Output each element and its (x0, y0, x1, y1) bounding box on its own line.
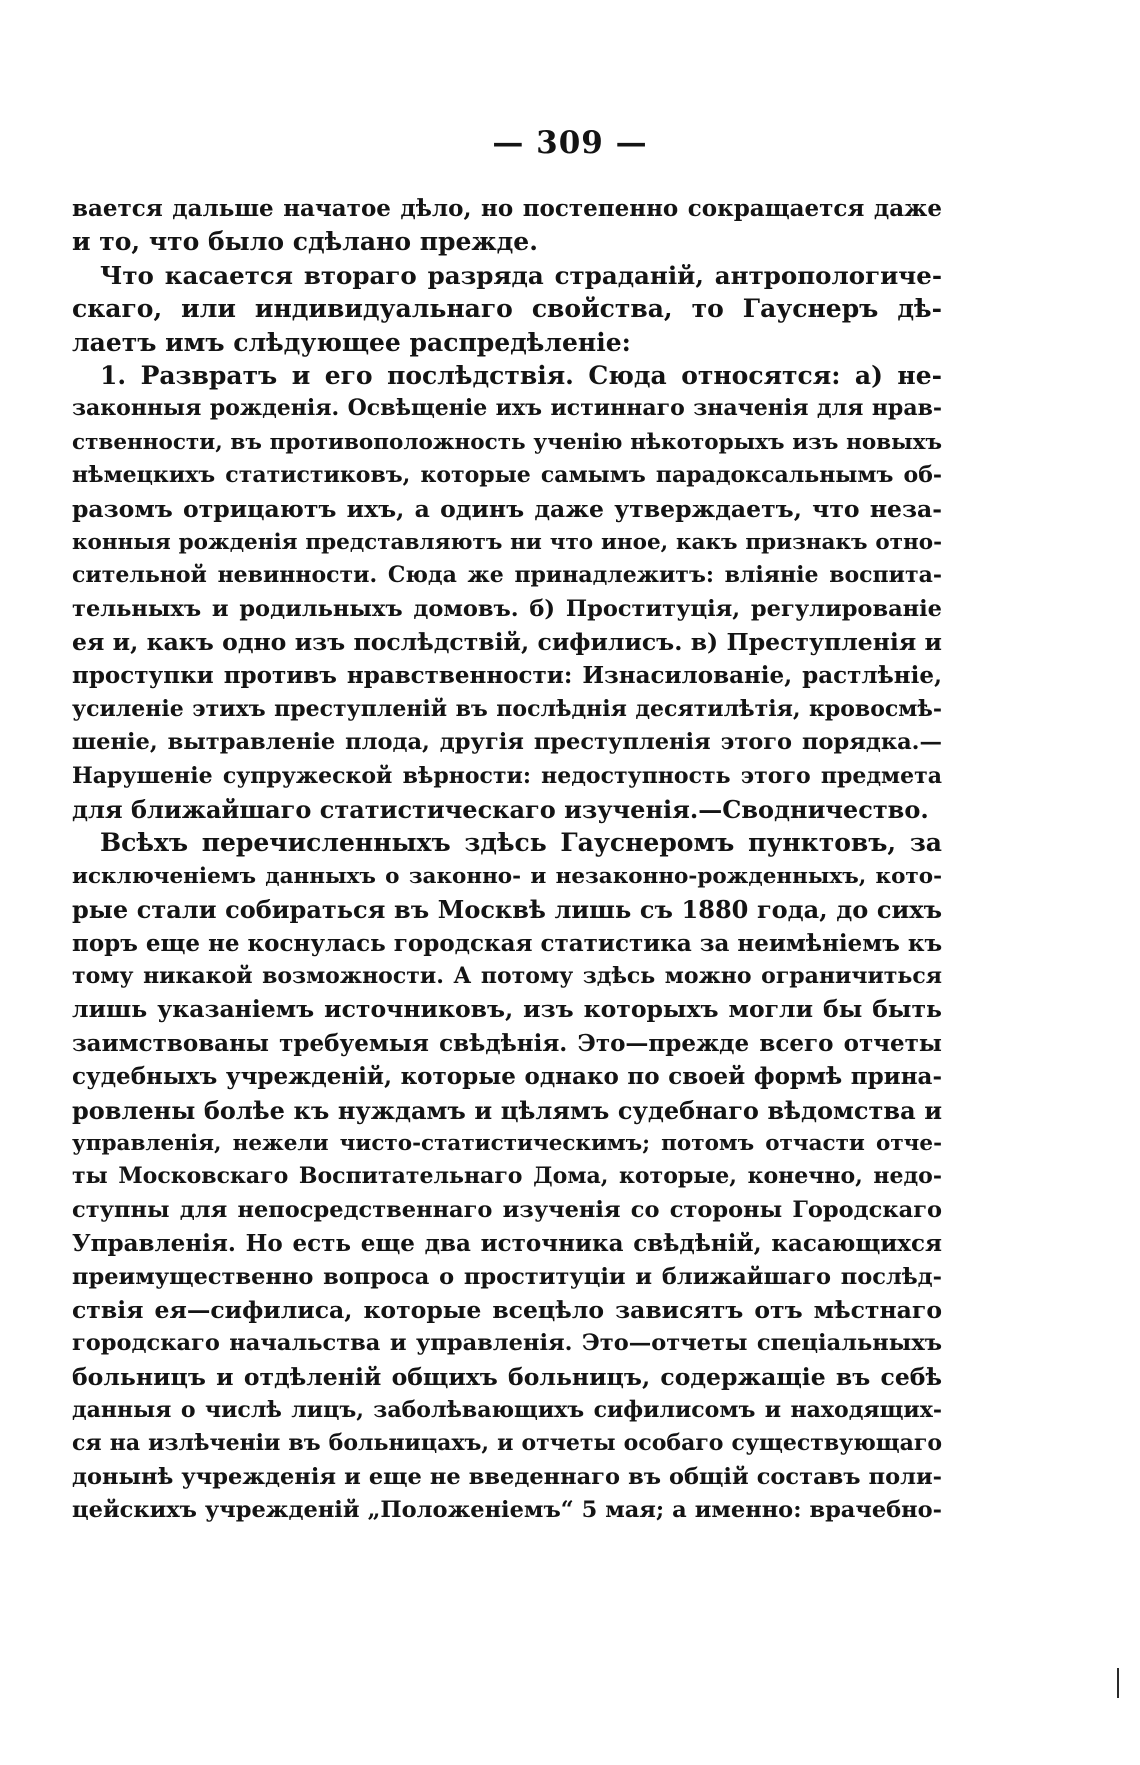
text-line: преимущественно вопроса о проституціи и ближайшаго послѣд- (72, 1263, 942, 1290)
text-line: больницъ и отдѣленій общихъ больницъ, содержащіе въ себѣ (72, 1362, 942, 1391)
text-line: судебныхъ учрежденій, которые однако по своей формѣ прина- (72, 1063, 942, 1091)
text-line: ея и, какъ одно изъ послѣдствій, сифилисъ. в) Преступленія и (72, 628, 942, 657)
text-line: разомъ отрицаютъ ихъ, а одинъ даже утверждаетъ, что неза- (72, 494, 942, 523)
text-line: ственности, въ противоположность ученію нѣкоторыхъ изъ новыхъ (72, 429, 942, 455)
text-line: ты Московскаго Воспитательнаго Дома, которые, конечно, недо- (72, 1163, 942, 1190)
text-line: нѣмецкихъ статистиковъ, которые самымъ парадоксальнымъ об- (72, 462, 942, 489)
text-line: исключеніемъ данныхъ о законно- и незаконно-рожденныхъ, кото- (72, 863, 942, 889)
text-line: цейскихъ учрежденій „Положеніемъ“ 5 мая; а именно: врачебно- (72, 1497, 942, 1524)
text-line: тому никакой возможности. А потому здѣсь можно ограничиться (72, 962, 942, 989)
text-line: донынѣ учрежденія и еще не введеннаго въ общій составъ поли- (72, 1463, 942, 1490)
text-line: рые стали собираться въ Москвѣ лишь съ 1880 года, до сихъ (72, 895, 942, 925)
scan-edge-mark (1117, 1668, 1119, 1698)
text-line: управленія, нежели чисто-статистическимъ; потомъ отчасти отче- (72, 1130, 942, 1156)
text-line: поръ еще не коснулась городская статистика за неимѣніемъ къ (72, 929, 942, 957)
text-line: заимствованы требуемыя свѣдѣнія. Это—прежде всего отчеты (72, 1029, 942, 1057)
text-line: усиленіе этихъ преступленій въ послѣднія десятилѣтія, кровосмѣ- (72, 695, 942, 722)
page-number: — 309 — (492, 125, 648, 161)
text-line: законныя рожденія. Освѣщеніе ихъ истиннаго значенія для нрав- (72, 395, 942, 422)
text-line: ствія ея—сифилиса, которые всецѣло зависятъ отъ мѣстнаго (72, 1295, 942, 1324)
text-line: и то, что было сдѣлано прежде. (72, 227, 538, 257)
text-line: конныя рожденія представляютъ ни что иное, какъ признакъ отно- (72, 529, 942, 555)
text-line: сительной невинности. Сюда же принадлежитъ: вліяніе воспита- (72, 562, 942, 589)
text-line: вается дальше начатое дѣло, но постепенно сокращается даже (72, 195, 942, 222)
text-line: ровлены болѣе къ нуждамъ и цѣлямъ судебнаго вѣдомства и (72, 1095, 942, 1125)
text-line: ступны для непосредственнаго изученія со стороны Городскаго (72, 1196, 942, 1223)
text-line: Всѣхъ перечисленныхъ здѣсь Гауснеромъ пунктовъ, за (100, 828, 942, 858)
text-line: скаго, или индивидуальнаго свойства, то Гауснеръ дѣ- (72, 294, 942, 324)
text-line: тельныхъ и родильныхъ домовъ. б) Проституція, регулированіе (72, 595, 942, 622)
text-line: Что касается втораго разряда страданій, антропологиче- (100, 260, 942, 290)
text-line: проступки противъ нравственности: Изнасилованіе, растлѣніе, (72, 662, 942, 690)
text-line: 1. Развратъ и его послѣдствія. Сюда относятся: а) не- (100, 360, 942, 390)
body-text (72, 192, 942, 1528)
text-line: лишь указаніемъ источниковъ, изъ которыхъ могли бы быть (72, 995, 942, 1024)
text-line: лаетъ имъ слѣдующее распредѣленіе: (72, 327, 631, 357)
text-line: Нарушеніе супружеской вѣрности: недоступность этого предмета (72, 762, 942, 789)
text-line: шеніе, вытравленіе плода, другія преступленія этого порядка.— (72, 729, 942, 756)
text-line: для ближайшаго статистическаго изученія.—Сводничество. (72, 795, 929, 825)
text-line: данныя о числѣ лицъ, заболѣвающихъ сифилисомъ и находящих- (72, 1397, 942, 1424)
text-line: городскаго начальства и управленія. Это—отчеты спеціальныхъ (72, 1330, 942, 1357)
text-line: ся на излѣченіи въ больницахъ, и отчеты особаго существующаго (72, 1430, 942, 1457)
text-line: Управленія. Но есть еще два источника свѣдѣній, касающихся (72, 1230, 942, 1258)
